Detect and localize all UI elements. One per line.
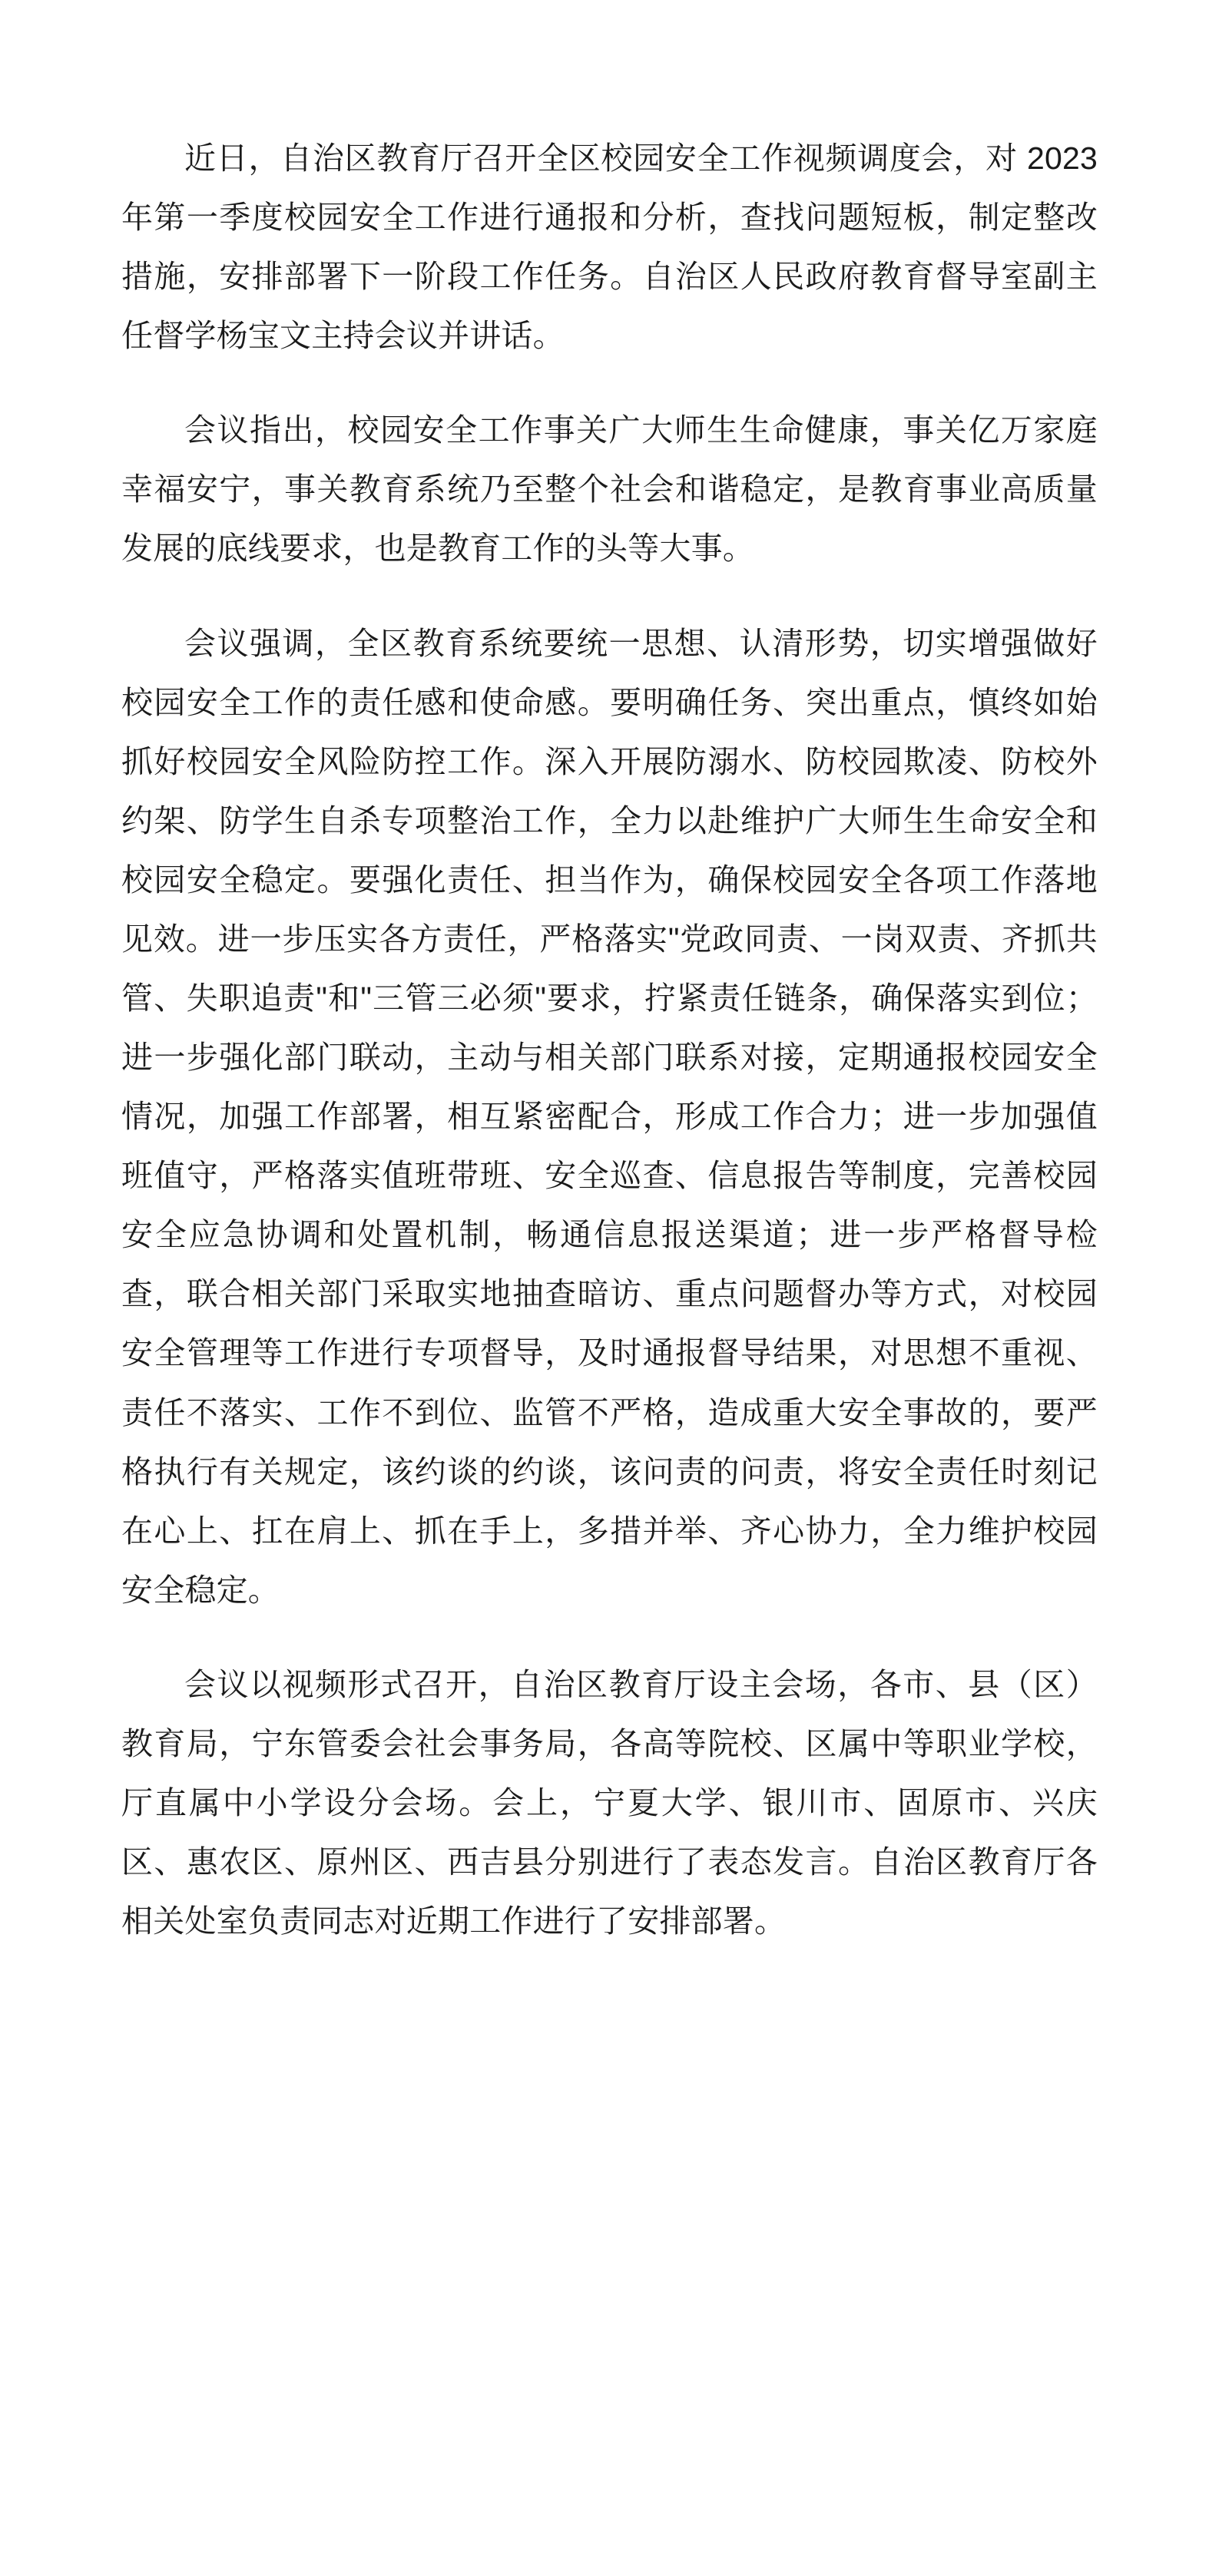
document-body — [121, 129, 1098, 1951]
paragraph-4: 会议以视频形式召开，自治区教育厅设主会场，各市、县（区）教育局，宁东管委会社会事务局，各高等院校、区属中等职业学校，厅直属中小学设分会场。会上，宁夏大学、银川市、固原市、兴庆区、惠农区、原州区、西吉县分别进行了表态发言。自治区教育厅各相关处室负责同志对近期工作进行了安排部署。 — [121, 1666, 1098, 1939]
paragraph-3: 会议强调，全区教育系统要统一思想、认清形势，切实增强做好校园安全工作的责任感和使命感。要明确任务、突出重点，慎终如始抓好校园安全风险防控工作。深入开展防溺水、防校园欺凌、防校外约架、防学生自杀专项整治工作，全力以赴维护广大师生生命安全和校园安全稳定。要强化责任、担当作为，确保校园安全各项工作落地见效。进一步压实各方责任，严格落实"党政同责、一岗双责、齐抓共管、失职追责"和"三管三必须"要求，拧紧责任链条，确保落实到位；进一步强化部门联动，主动与相关部门联系对接，定期通报校园安全情况，加强工作部署，相互紧密配合，形成工作合力；进一步加强值班值守，严格落实值班带班、安全巡查、信息报告等制度，完善校园安全应急协调和处置机制，畅通信息报送渠道；进一步严格督导检查，联合相关部门采取实地抽查暗访、重点问题督办等方式，对校园安全管理等工作进行专项督导，及时通报督导结果，对思想不重视、责任不落实、工作不到位、监管不严格，造成重大安全事故的，要严格执行有关规定，该约谈的约谈，该问责的问责，将安全责任时刻记在心上、扛在肩上、抓在手上，多措并举、齐心协力，全力维护校园安全稳定。 — [121, 625, 1098, 1608]
paragraph-2: 会议指出，校园安全工作事关广大师生生命健康，事关亿万家庭幸福安宁，事关教育系统乃至整个社会和谐稳定，是教育事业高质量发展的底线要求，也是教育工作的头等大事。 — [121, 412, 1098, 567]
paragraph-1: 近日，自治区教育厅召开全区校园安全工作视频调度会，对 2023 年第一季度校园安全工作进行通报和分析，查找问题短板，制定整改措施，安排部署下一阶段工作任务。自治区人民政府教育督导室副主任督学杨宝文主持会议并讲话。 — [121, 141, 1098, 354]
